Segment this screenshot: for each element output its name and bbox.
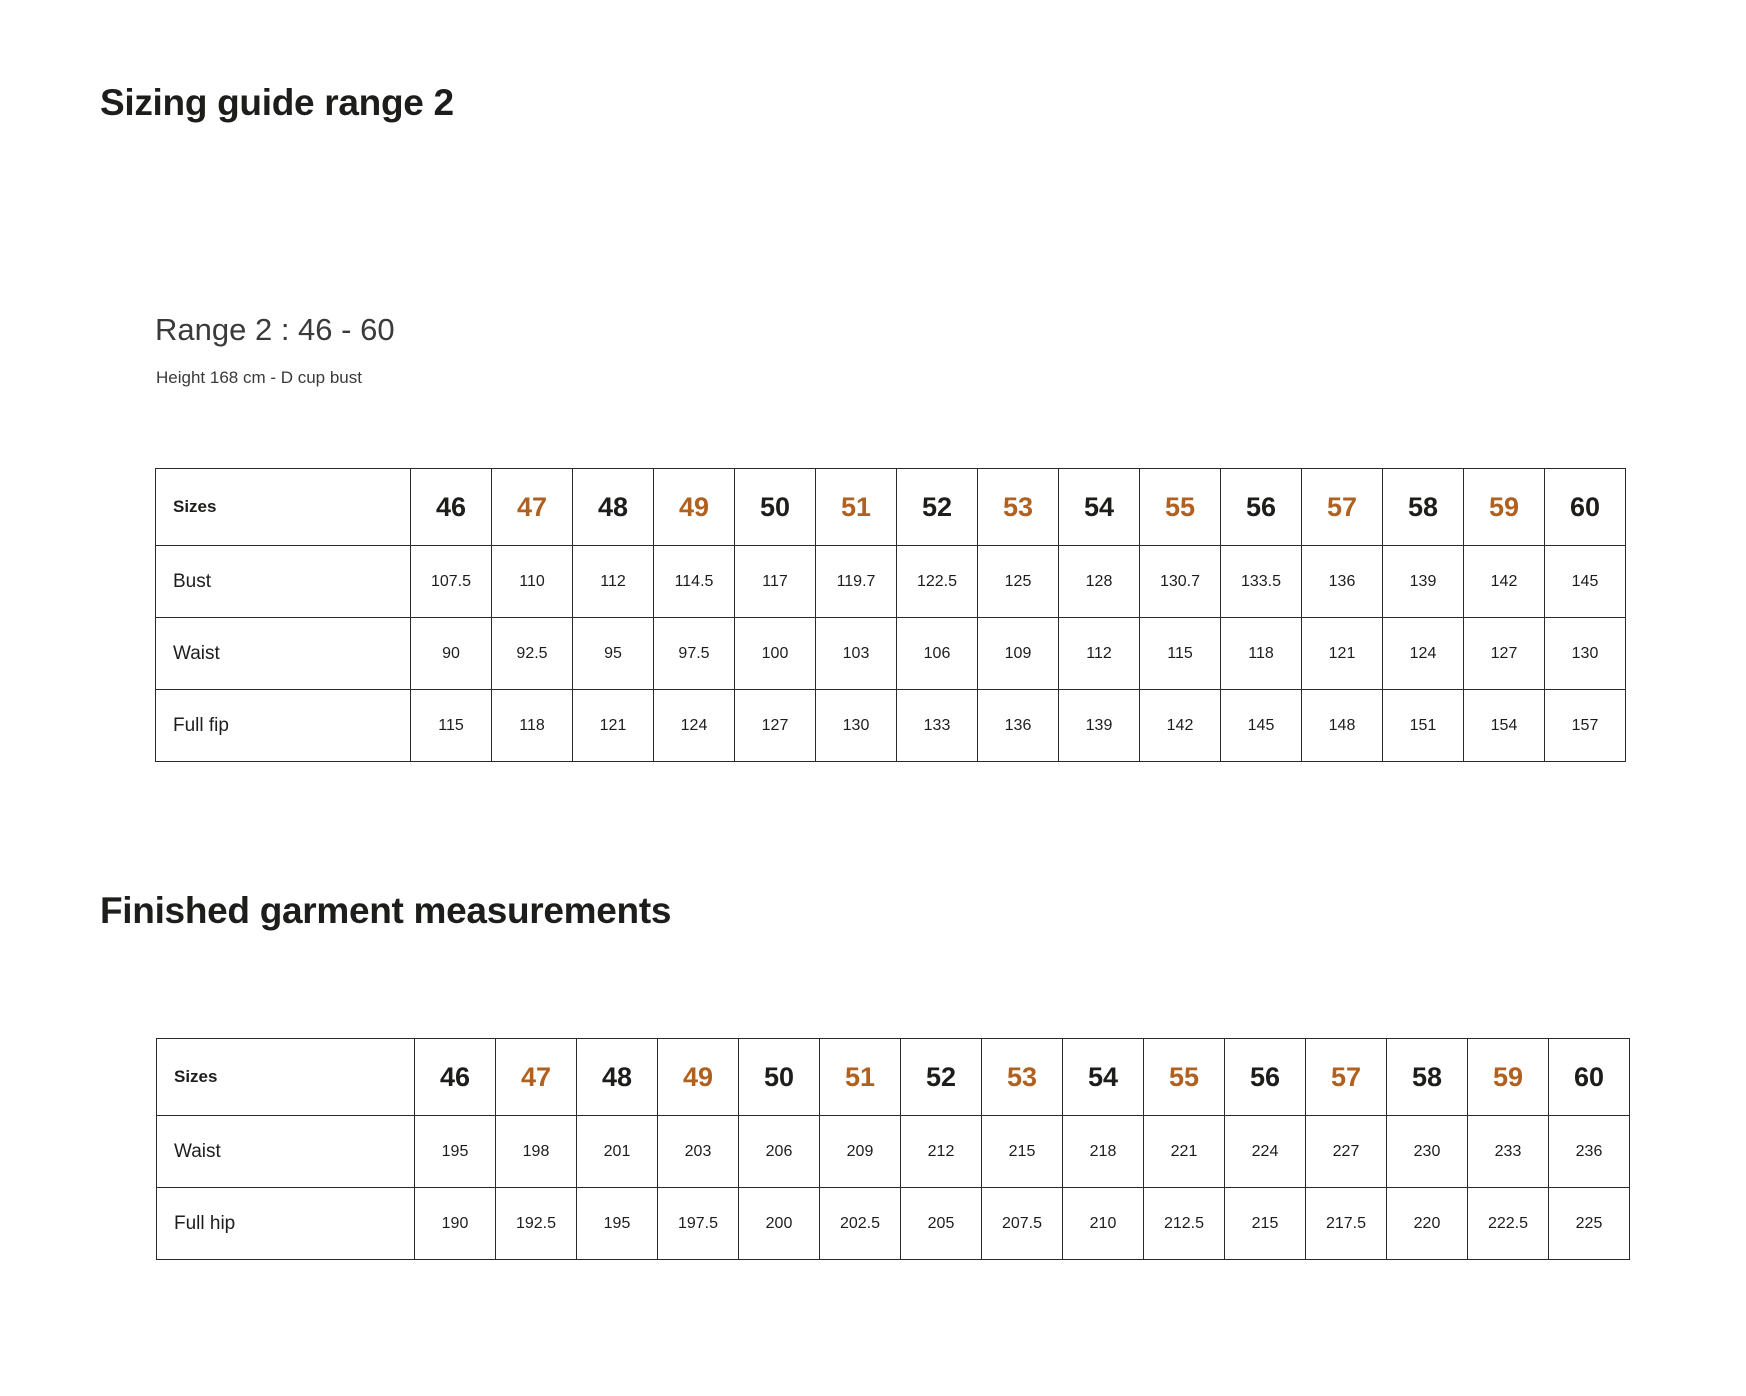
column-header-size-55: 55 <box>1144 1039 1225 1116</box>
row-label: Bust <box>156 546 411 618</box>
column-header-size-55: 55 <box>1140 469 1221 546</box>
measurement-cell: 225 <box>1549 1188 1630 1260</box>
column-header-size-59: 59 <box>1468 1039 1549 1116</box>
measurement-cell: 127 <box>1464 618 1545 690</box>
measurement-cell: 92.5 <box>492 618 573 690</box>
column-header-size-53: 53 <box>978 469 1059 546</box>
column-header-size-53: 53 <box>982 1039 1063 1116</box>
column-header-size-54: 54 <box>1059 469 1140 546</box>
table-row <box>156 618 1626 690</box>
measurement-cell: 139 <box>1059 690 1140 762</box>
measurement-cell: 136 <box>978 690 1059 762</box>
measurement-cell: 209 <box>820 1116 901 1188</box>
measurement-cell: 151 <box>1383 690 1464 762</box>
row-label: Full fip <box>156 690 411 762</box>
garment-measurements-table <box>156 1038 1630 1260</box>
column-header-size-47: 47 <box>492 469 573 546</box>
row-label: Full hip <box>157 1188 415 1260</box>
measurement-cell: 118 <box>492 690 573 762</box>
column-header-size-49: 49 <box>654 469 735 546</box>
table-row <box>157 1116 1630 1188</box>
measurement-cell: 210 <box>1063 1188 1144 1260</box>
page-title: Sizing guide range 2 <box>100 82 454 123</box>
measurement-cell: 133.5 <box>1221 546 1302 618</box>
column-header-size-48: 48 <box>573 469 654 546</box>
column-header-size-52: 52 <box>897 469 978 546</box>
row-label: Waist <box>156 618 411 690</box>
table-row <box>156 546 1626 618</box>
measurement-cell: 201 <box>577 1116 658 1188</box>
measurement-cell: 107.5 <box>411 546 492 618</box>
column-header-size-46: 46 <box>415 1039 496 1116</box>
measurement-cell: 148 <box>1302 690 1383 762</box>
table-row <box>156 690 1626 762</box>
measurement-cell: 124 <box>654 690 735 762</box>
measurement-cell: 130.7 <box>1140 546 1221 618</box>
measurement-cell: 217.5 <box>1306 1188 1387 1260</box>
measurement-cell: 218 <box>1063 1116 1144 1188</box>
measurement-cell: 192.5 <box>496 1188 577 1260</box>
range-heading: Range 2 : 46 - 60 <box>155 312 395 347</box>
column-header-size-57: 57 <box>1302 469 1383 546</box>
measurement-cell: 115 <box>1140 618 1221 690</box>
measurement-cell: 106 <box>897 618 978 690</box>
table-header <box>157 1039 1630 1116</box>
measurement-cell: 233 <box>1468 1116 1549 1188</box>
measurement-cell: 90 <box>411 618 492 690</box>
measurement-cell: 121 <box>573 690 654 762</box>
measurement-cell: 112 <box>573 546 654 618</box>
measurement-cell: 114.5 <box>654 546 735 618</box>
range-subheading: Height 168 cm - D cup bust <box>156 368 362 387</box>
measurement-cell: 110 <box>492 546 573 618</box>
measurement-cell: 220 <box>1387 1188 1468 1260</box>
measurement-cell: 195 <box>415 1116 496 1188</box>
measurement-cell: 198 <box>496 1116 577 1188</box>
column-header-size-60: 60 <box>1545 469 1626 546</box>
column-header-size-56: 56 <box>1225 1039 1306 1116</box>
table-header-row <box>156 469 1626 546</box>
measurement-cell: 109 <box>978 618 1059 690</box>
row-label: Waist <box>157 1116 415 1188</box>
measurement-cell: 125 <box>978 546 1059 618</box>
column-header-size-50: 50 <box>739 1039 820 1116</box>
column-header-size-58: 58 <box>1383 469 1464 546</box>
body-measurements-table <box>155 468 1626 762</box>
column-header-size-50: 50 <box>735 469 816 546</box>
column-header-size-60: 60 <box>1549 1039 1630 1116</box>
measurement-cell: 200 <box>739 1188 820 1260</box>
column-header-size-57: 57 <box>1306 1039 1387 1116</box>
column-header-size-48: 48 <box>577 1039 658 1116</box>
measurement-cell: 124 <box>1383 618 1464 690</box>
measurement-cell: 100 <box>735 618 816 690</box>
measurement-cell: 215 <box>982 1116 1063 1188</box>
column-header-size-51: 51 <box>816 469 897 546</box>
measurement-cell: 205 <box>901 1188 982 1260</box>
measurement-cell: 128 <box>1059 546 1140 618</box>
column-header-size-54: 54 <box>1063 1039 1144 1116</box>
column-header-sizes: Sizes <box>157 1039 415 1116</box>
measurement-cell: 130 <box>816 690 897 762</box>
measurement-cell: 118 <box>1221 618 1302 690</box>
measurement-cell: 206 <box>739 1116 820 1188</box>
measurement-cell: 157 <box>1545 690 1626 762</box>
measurement-cell: 103 <box>816 618 897 690</box>
measurement-cell: 212 <box>901 1116 982 1188</box>
measurement-cell: 236 <box>1549 1116 1630 1188</box>
measurement-cell: 112 <box>1059 618 1140 690</box>
measurement-cell: 136 <box>1302 546 1383 618</box>
measurement-cell: 145 <box>1545 546 1626 618</box>
measurement-cell: 142 <box>1140 690 1221 762</box>
measurement-cell: 190 <box>415 1188 496 1260</box>
column-header-size-59: 59 <box>1464 469 1545 546</box>
measurement-cell: 133 <box>897 690 978 762</box>
column-header-size-47: 47 <box>496 1039 577 1116</box>
measurement-cell: 122.5 <box>897 546 978 618</box>
measurement-cell: 121 <box>1302 618 1383 690</box>
measurement-cell: 139 <box>1383 546 1464 618</box>
measurement-cell: 115 <box>411 690 492 762</box>
finished-garment-title: Finished garment measurements <box>100 890 672 931</box>
measurement-cell: 215 <box>1225 1188 1306 1260</box>
column-header-size-51: 51 <box>820 1039 901 1116</box>
measurement-cell: 212.5 <box>1144 1188 1225 1260</box>
column-header-size-49: 49 <box>658 1039 739 1116</box>
measurement-cell: 119.7 <box>816 546 897 618</box>
measurement-cell: 224 <box>1225 1116 1306 1188</box>
measurement-cell: 227 <box>1306 1116 1387 1188</box>
table-body <box>157 1116 1630 1260</box>
measurement-cell: 202.5 <box>820 1188 901 1260</box>
measurement-cell: 195 <box>577 1188 658 1260</box>
column-header-size-58: 58 <box>1387 1039 1468 1116</box>
measurement-cell: 203 <box>658 1116 739 1188</box>
table-header-row <box>157 1039 1630 1116</box>
table-header <box>156 469 1626 546</box>
measurement-cell: 221 <box>1144 1116 1225 1188</box>
measurement-cell: 197.5 <box>658 1188 739 1260</box>
column-header-sizes: Sizes <box>156 469 411 546</box>
measurement-cell: 95 <box>573 618 654 690</box>
measurement-cell: 127 <box>735 690 816 762</box>
measurement-cell: 117 <box>735 546 816 618</box>
table-body <box>156 546 1626 762</box>
measurement-cell: 230 <box>1387 1116 1468 1188</box>
column-header-size-46: 46 <box>411 469 492 546</box>
column-header-size-52: 52 <box>901 1039 982 1116</box>
column-header-size-56: 56 <box>1221 469 1302 546</box>
measurement-cell: 142 <box>1464 546 1545 618</box>
table-row <box>157 1188 1630 1260</box>
measurement-cell: 207.5 <box>982 1188 1063 1260</box>
measurement-cell: 154 <box>1464 690 1545 762</box>
measurement-cell: 97.5 <box>654 618 735 690</box>
measurement-cell: 222.5 <box>1468 1188 1549 1260</box>
measurement-cell: 130 <box>1545 618 1626 690</box>
measurement-cell: 145 <box>1221 690 1302 762</box>
